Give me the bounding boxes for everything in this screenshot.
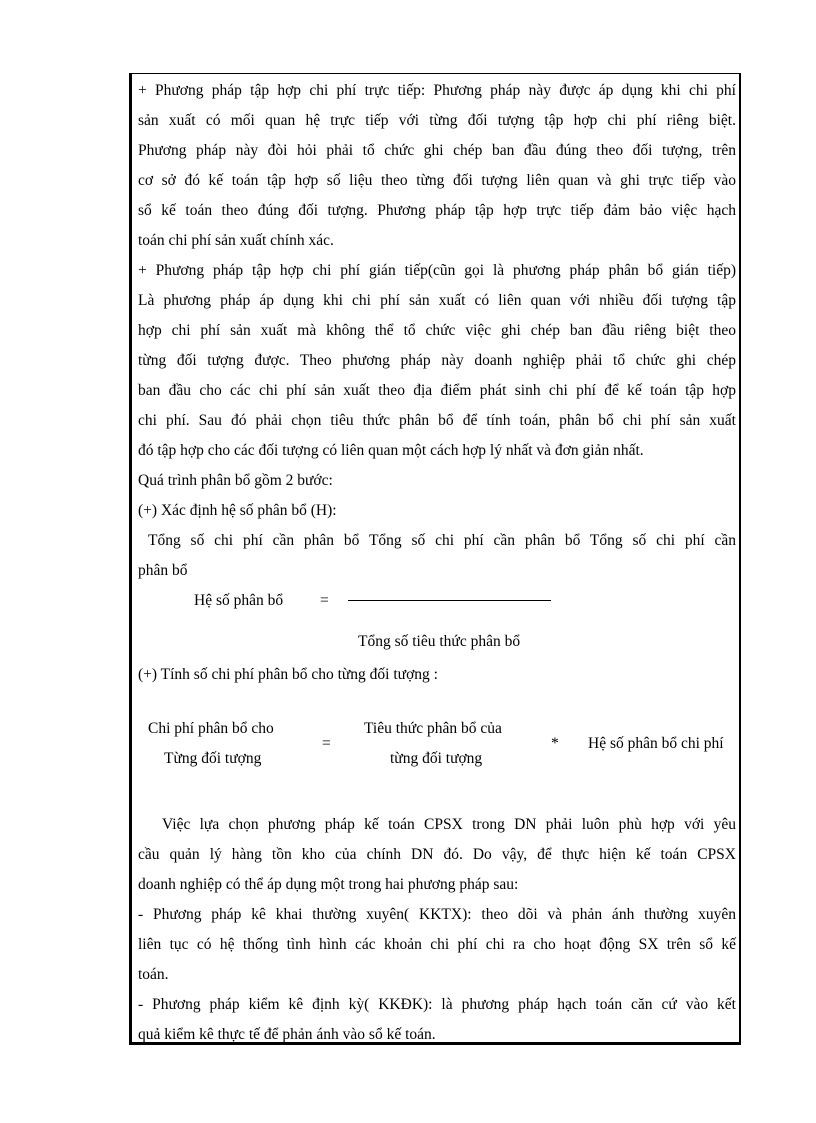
p2-line-1: + Phương pháp tập hợp chi phí gián tiếp(cũn gọi là phương pháp phân bổ gián tiếp) xyxy=(138,262,736,279)
p2-line-2: Là phương pháp áp dụng khi chi phí sản xuất có liên quan với nhiều đối tượng tập xyxy=(138,292,736,309)
document-content xyxy=(138,76,736,1050)
p1-line-5: sổ kế toán theo đúng đối tượng. Phương pháp tập hợp trực tiếp đảm bảo việc hạch xyxy=(138,202,736,219)
p1-line-3: Phương pháp này đòi hỏi phải tổ chức ghi chép ban đầu đúng theo đối tượng, trên xyxy=(138,142,736,159)
p4-line-2: liên tục có hệ thống tình hình các khoản chi phí chi ra cho hoạt động SX trên sổ kế xyxy=(138,936,736,953)
steps-intro: Quá trình phân bổ gồm 2 bước: xyxy=(138,472,333,489)
p4-line-1: - Phương pháp kê khai thường xuyên( KKTX): theo dõi và phản ánh thường xuyên xyxy=(138,906,736,923)
p3-line-2: cầu quản lý hàng tồn kho của chính DN đó. Do vậy, để thực hiện kế toán CPSX xyxy=(138,846,736,863)
formula2-equals: = xyxy=(322,735,331,752)
formula1-row xyxy=(138,586,736,630)
formula1-numerator-line-2: phân bổ xyxy=(138,562,188,579)
step-2-heading: (+) Tính số chi phí phân bổ cho từng đối tượng : xyxy=(138,666,438,683)
p1-line-6: toán chi phí sản xuất chính xác. xyxy=(138,232,334,249)
p2-line-3: hợp chi phí sản xuất mà không thể tổ chức việc ghi chép ban đầu riêng biệt theo xyxy=(138,322,736,339)
p1-line-4: cơ sở đó kế toán tập hợp số liệu theo từng đối tượng liên quan và ghi trực tiếp vào xyxy=(138,172,736,189)
formula1-denominator-row xyxy=(138,630,736,660)
p2-line-5: ban đầu cho các chi phí sản xuất theo địa điểm phát sinh chi phí để kế toán tập hợp xyxy=(138,382,736,399)
p2-line-6: chi phí. Sau đó phải chọn tiêu thức phân bổ để tính toán, phân bổ chi phí sản xuất xyxy=(138,412,736,429)
p5-line-1: - Phương pháp kiểm kê định kỳ( KKĐK): là phương pháp hạch toán căn cứ vào kết xyxy=(138,996,736,1013)
p4-line-3: toán. xyxy=(138,966,169,983)
formula2 xyxy=(138,690,736,810)
formula1-denominator: Tổng số tiêu thức phân bổ xyxy=(358,633,521,650)
document-frame xyxy=(129,73,741,1045)
p1-line-1: + Phương pháp tập hợp chi phí trực tiếp: Phương pháp này được áp dụng khi chi phí xyxy=(138,82,736,99)
formula2-lhs-line-1: Chi phí phân bổ cho xyxy=(148,720,274,737)
p5-line-2: quả kiểm kê thực tế để phản ánh vào sổ kế toán. xyxy=(138,1026,436,1043)
p2-line-4: từng đối tượng được. Theo phương pháp này doanh nghiệp phải tổ chức ghi chép xyxy=(138,352,736,369)
formula2-times: * xyxy=(551,735,559,752)
p2-line-7: đó tập hợp cho các đối tượng có liên quan một cách hợp lý nhất và đơn giản nhất. xyxy=(138,442,644,459)
p3-line-3: doanh nghiệp có thể áp dụng một trong hai phương pháp sau: xyxy=(138,876,519,893)
p3-line-1: Việc lựa chọn phương pháp kế toán CPSX trong DN phải luôn phù hợp với yêu xyxy=(162,816,736,833)
formula2-mid-line-1: Tiêu thức phân bổ của xyxy=(364,720,502,737)
formula1-numerator-line-1: Tổng số chi phí cần phân bổ Tổng số chi phí cần phân bổ Tổng số chi phí cần xyxy=(148,532,736,549)
step-1-heading: (+) Xác định hệ số phân bổ (H): xyxy=(138,502,337,519)
formula2-mid-line-2: từng đối tượng xyxy=(390,750,483,767)
formula1-equals: = xyxy=(320,592,329,609)
formula2-lhs-line-2: Từng đối tượng xyxy=(164,750,262,767)
p1-line-2: sản xuất có mối quan hệ trực tiếp với từng đối tượng tập hợp chi phí riêng biệt. xyxy=(138,112,736,129)
formula2-rhs: Hệ số phân bổ chi phí xyxy=(588,735,724,752)
formula1-fraction-bar xyxy=(348,600,551,601)
formula1-label: Hệ số phân bổ xyxy=(194,592,284,609)
